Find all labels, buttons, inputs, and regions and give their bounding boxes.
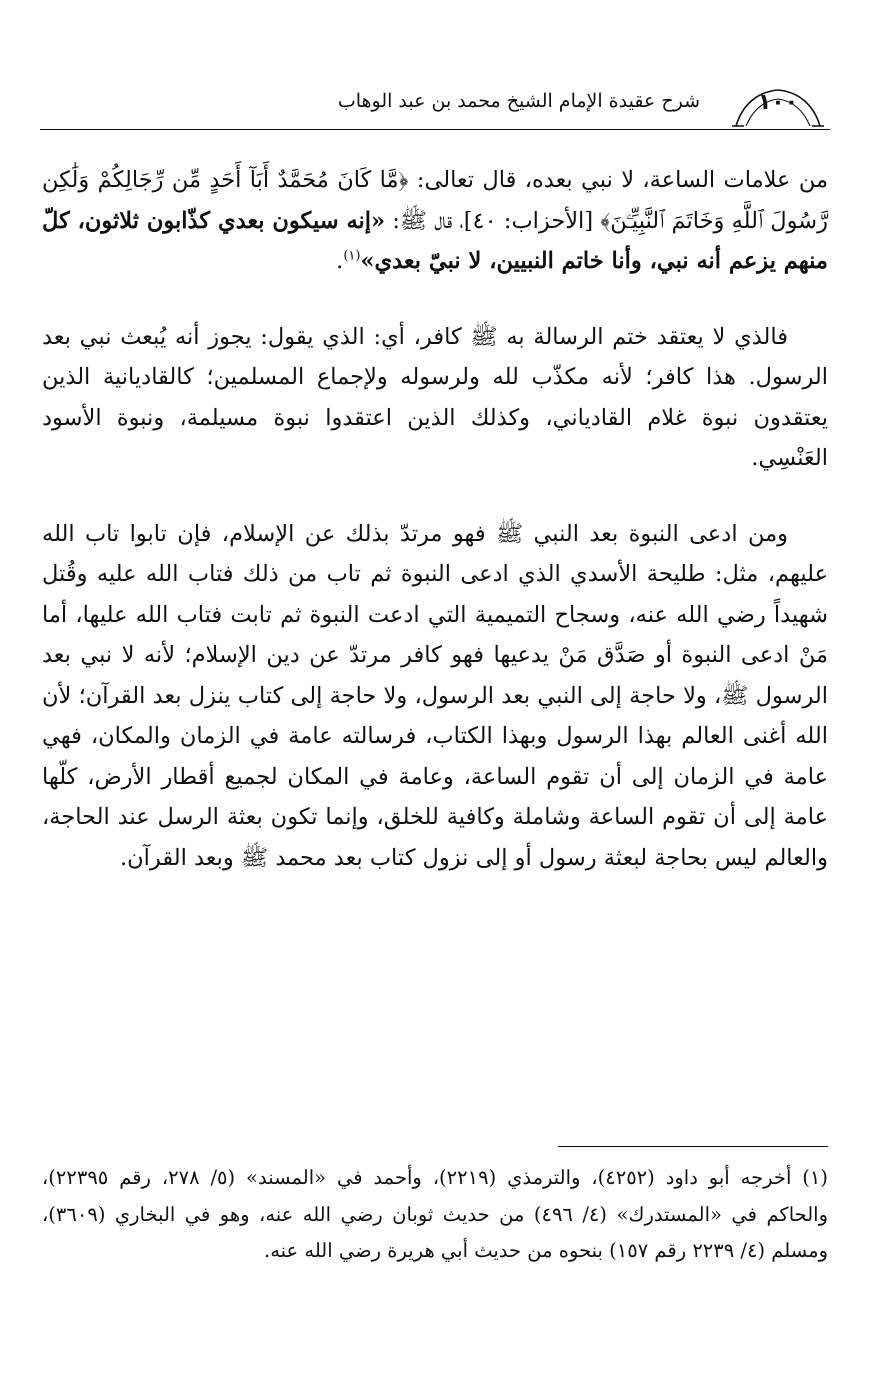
paragraph-1 [42, 160, 828, 282]
main-text [42, 160, 828, 878]
footnote: (١) أخرجه أبو داود (٤٢٥٢)، والترمذي (٢٢١٩)، وأحمد في «المسند» (٥/ ٢٧٨، رقم ٢٢٣٩٥)، والحاكم في «المستدرك» (٤/ ٤٩٦) من حديث ثوبان رضي الله عنه، وهو في البخاري (٣٦٠٩)، ومسلم (٤/ ٢٢٣٩ رقم ١٥٧) بنحوه من حديث أبي هريرة رضي الله عنه. [42, 1166, 829, 1262]
header-divider [40, 129, 830, 130]
page-number-badge [732, 84, 824, 128]
intro-text: من علامات الساعة، لا نبي بعده، قال تعالى: [408, 167, 829, 193]
footnote-divider [558, 1146, 828, 1147]
paragraph-tail: . [336, 248, 344, 274]
paragraph-3: ومن ادعى النبوة بعد النبي ﷺ فهو مرتدّ بذلك عن الإسلام، فإن تابوا تاب الله عليهم، مثل: طليحة الأسدي الذي ادعى النبوة ثم تاب من ذلك فتاب الله عليه وقُتل شهيداً رضي الله عنه، وسجاح التميمية التي ادعت النبوة ثم تابت فتاب الله عليها، أما مَنْ ادعى النبوة أو صَدَّق مَنْ يدعيها فهو كافر مرتدّ عن دين الإسلام؛ لأنه لا نبي بعد الرسول ﷺ، ولا حاجة إلى النبي بعد الرسول، ولا حاجة إلى كتاب ينزل بعد القرآن؛ لأن الله أغنى العالم بهذا الرسول وبهذا الكتاب، فرسالته عامة في الزمان والمكان، فهي عامة في الزمان إلى أن تقوم الساعة، وعامة في المكان لجميع أقطار الأرض، كلّها عامة إلى أن تقوم الساعة وشاملة وكافية للخلق، وإنما تكون بعثة الرسل عند الحاجة، والعالم ليس بحاجة لبعثة رسول أو إلى نزول كتاب بعد محمد ﷺ وبعد القرآن. [42, 520, 828, 871]
verse-citation: [الأحزاب: ٤٠]، قال ﷺ: [385, 207, 601, 234]
page-header [40, 78, 830, 130]
footnote-reference[interactable]: (١) [343, 248, 361, 264]
running-title: شرح عقيدة الإمام الشيخ محمد بن عبد الوهاب [337, 90, 700, 112]
hadith-quote: «إنه سيكون بعدي كذّابون ثلاثون، كلّ منهم يزعم أنه نبي، وأنا خاتم النبيين، لا نبيّ بعدي» [42, 207, 828, 274]
page-number: ١٠٠ [757, 90, 799, 115]
quran-verse: ﴿مَّا كَانَ مُحَمَّدٌ أَبَآ أَحَدٍ مِّن رِّجَالِكُمْ وَلَٰكِن رَّسُولَ ٱللَّهِ وَخَاتَمَ ٱلنَّبِيِّـۧنَ﴾ [42, 167, 828, 234]
paragraph-2: فالذي لا يعتقد ختم الرسالة به ﷺ كافر، أي: الذي يقول: يجوز أنه يُبعث نبي بعد الرسول. هذا كافر؛ لأنه مكذّب لله ولرسوله ولإجماع المسلمين؛ كالقاديانية الذين يعتقدون نبوة غلام القادياني، وكذلك الذين اعتقدوا نبوة مسيلمة، ونبوة الأسود العَنْسِي. [42, 323, 828, 471]
